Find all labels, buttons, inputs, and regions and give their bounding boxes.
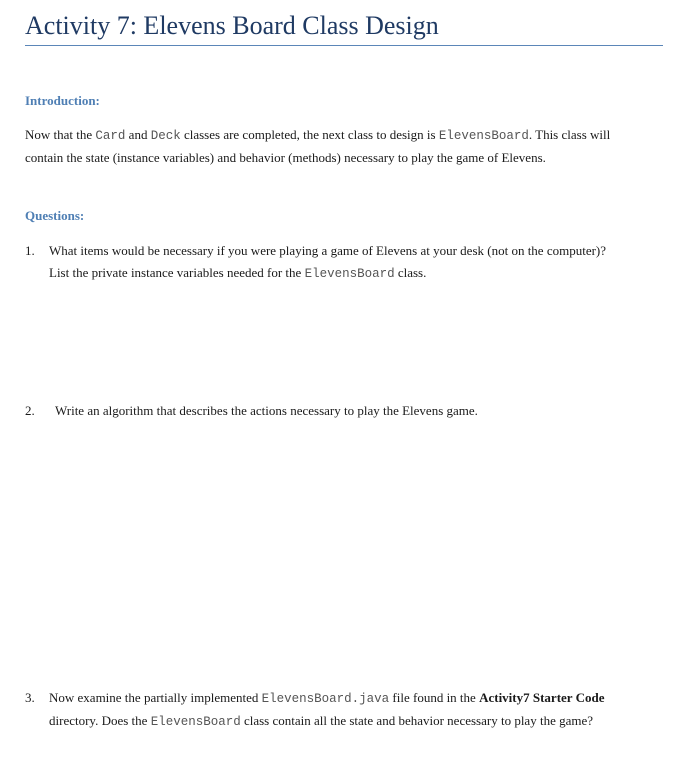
question-3 [25, 687, 625, 733]
question-3-number: 3. [25, 690, 35, 705]
introduction-paragraph [25, 124, 650, 169]
question-3-text [25, 687, 625, 733]
q3-text-1: Now examine the partially implemented [49, 690, 262, 705]
intro-text-3: classes are completed, the next class to design is [180, 127, 439, 142]
intro-text-2: and [125, 127, 151, 142]
q3-text-2: file found in the [389, 690, 480, 705]
q1-elevensboard-class-name: ElevensBoard [304, 267, 395, 281]
question-1-number: 1. [25, 243, 35, 258]
question-2-number: 2. [25, 403, 35, 418]
elevensboard-class-name: ElevensBoard [438, 129, 529, 143]
q1-text-1: What items would be necessary if you were playing a game of Elevens at your desk (not on the computer)? List the private instance variables needed for the [49, 243, 607, 280]
question-2-text: Write an algorithm that describes the actions necessary to play the Elevens game. [55, 403, 478, 418]
q3-text-4: class contain all the state and behavior necessary to play the game? [240, 713, 594, 728]
q3-elevensboard-java-file: ElevensBoard.java [261, 692, 390, 706]
q3-text-3: directory. Does the [49, 713, 151, 728]
q3-starter-code-directory: Activity7 Starter Code [479, 690, 605, 705]
q1-text-2: class. [394, 265, 427, 280]
introduction-heading: Introduction: [25, 93, 100, 108]
questions-heading: Questions: [25, 208, 85, 223]
question-2 [25, 400, 625, 422]
deck-class-name: Deck [150, 129, 181, 143]
card-class-name: Card [95, 129, 126, 143]
intro-text-1: Now that the [25, 127, 96, 142]
question-1 [25, 240, 625, 285]
intro-text-4: . This class will contain the state (instance variables) and behavior (methods) necessary to play the game of Elevens. [25, 127, 611, 165]
q3-elevensboard-class-name: ElevensBoard [150, 715, 241, 729]
title-underline [25, 45, 663, 46]
question-1-text [25, 240, 625, 285]
page-title: Activity 7: Elevens Board Class Design [25, 11, 439, 40]
